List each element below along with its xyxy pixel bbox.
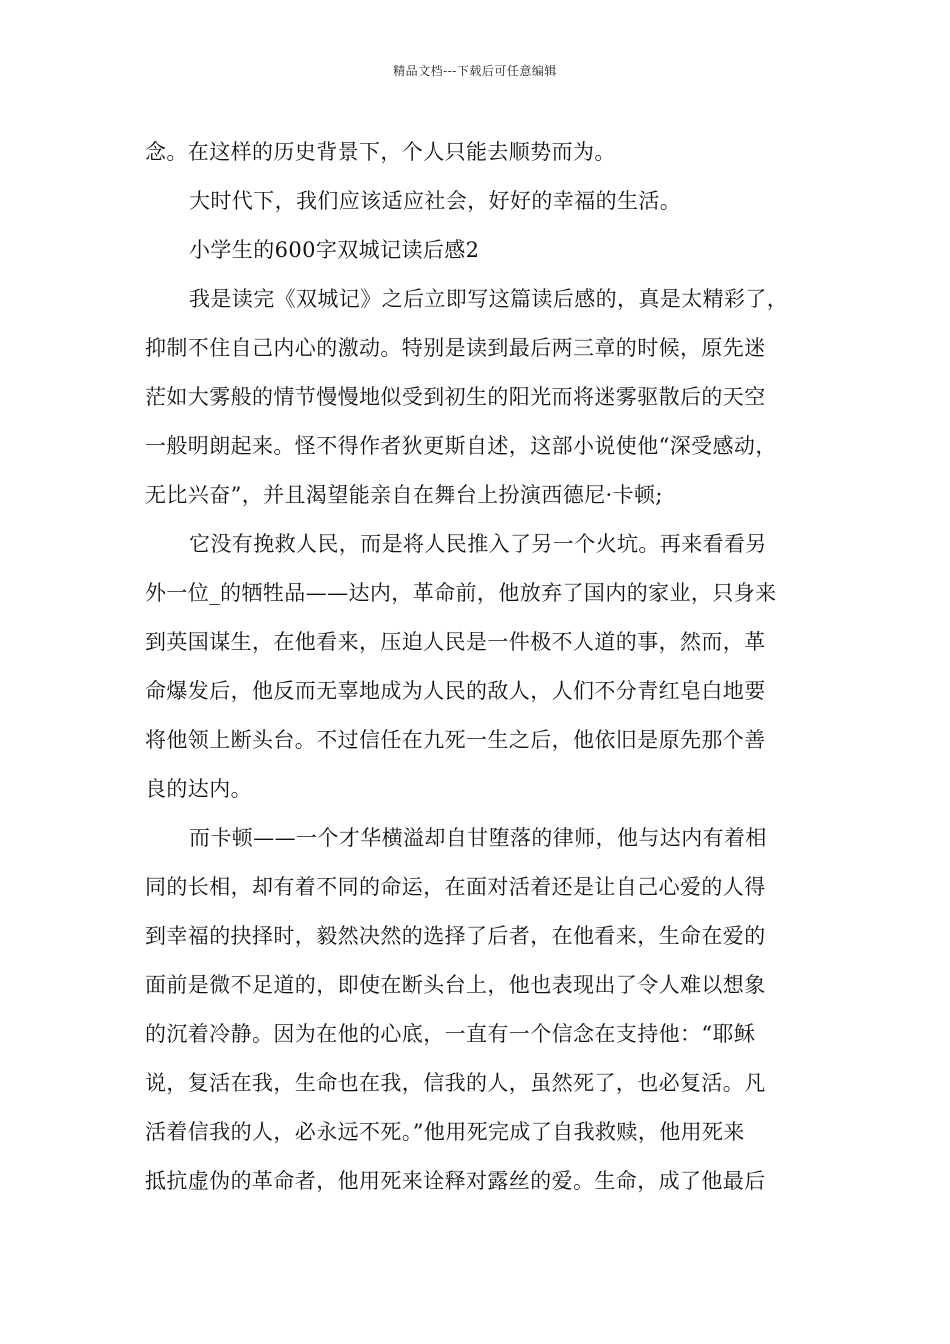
text-line: 我是读完《双城记》之后立即写这篇读后感的，真是太精彩了， bbox=[189, 287, 789, 311]
text-line: 念。在这样的历史背景下，个人只能去顺势而为。 bbox=[145, 140, 616, 164]
section-heading: 小学生的600字双城记读后感2 bbox=[189, 238, 480, 262]
text-line: 无比兴奋”，并且渴望能亲自在舞台上扮演西德尼·卡顿; bbox=[145, 483, 663, 507]
document-body bbox=[145, 128, 825, 1206]
text-line: 到幸福的抉择时，毅然决然的选择了后者，在他看来，生命在爱的 bbox=[145, 924, 766, 948]
text-line: 命爆发后，他反而无辜地成为人民的敌人，人们不分青红皂白地要 bbox=[145, 679, 766, 703]
text-line: 将他领上断头台。不过信任在九死一生之后，他依旧是原先那个善 bbox=[145, 728, 766, 752]
text-line: 同的长相，却有着不同的命运，在面对活着还是让自己心爱的人得 bbox=[145, 875, 766, 899]
text-line: 抵抗虚伪的革命者，他用死来诠释对露丝的爱。生命，成了他最后 bbox=[145, 1169, 766, 1193]
text-line: 茫如大雾般的情节慢慢地似受到初生的阳光而将迷雾驱散后的天空 bbox=[145, 385, 766, 409]
text-line: 说，复活在我，生命也在我，信我的人，虽然死了，也必复活。凡 bbox=[145, 1071, 766, 1095]
text-line: 一般明朗起来。怪不得作者狄更斯自述，这部小说使他“深受感动， bbox=[145, 434, 777, 458]
text-line: 而卡顿——一个才华横溢却自甘堕落的律师，他与达内有着相 bbox=[189, 826, 767, 850]
text-line: 面前是微不足道的，即使在断头台上，他也表现出了令人难以想象 bbox=[145, 973, 766, 997]
text-line: 到英国谋生，在他看来，压迫人民是一件极不人道的事，然而，革 bbox=[145, 630, 766, 654]
text-line: 抑制不住自己内心的激动。特别是读到最后两三章的时候，原先迷 bbox=[145, 336, 766, 360]
text-line: 的沉着冷静。因为在他的心底，一直有一个信念在支持他：“耶稣 bbox=[145, 1022, 756, 1046]
page-header: 精品文档---下载后可任意编辑 bbox=[393, 64, 557, 78]
text-line: 外一位_的牺牲品——达内，革命前，他放弃了国内的家业，只身来 bbox=[145, 581, 777, 605]
text-line: 大时代下，我们应该适应社会，好好的幸福的生活。 bbox=[189, 189, 682, 213]
text-line: 活着信我的人，必永远不死。”他用死完成了自我救赎，他用死来 bbox=[145, 1120, 745, 1144]
text-line: 它没有挽救人民，而是将人民推入了另一个火坑。再来看看另 bbox=[189, 532, 767, 556]
text-line: 良的达内。 bbox=[145, 777, 252, 801]
